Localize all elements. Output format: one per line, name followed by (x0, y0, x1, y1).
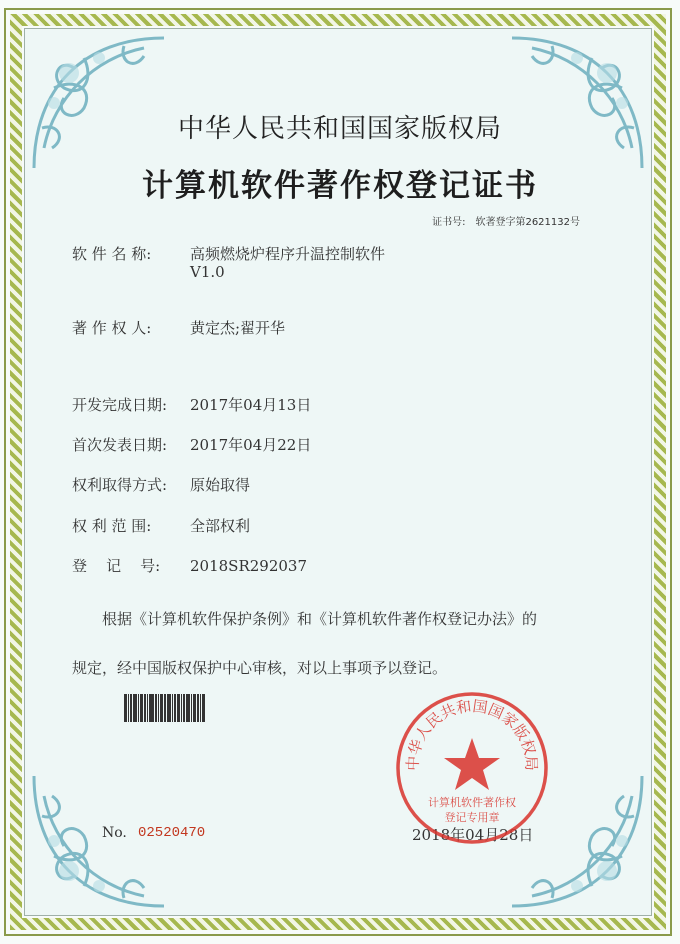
corner-ornament-top-right (502, 28, 652, 178)
field-value: 2018SR292037 (190, 557, 308, 575)
field-value: 全部权利 (190, 517, 251, 535)
barcode (124, 694, 216, 722)
serial-number-label: No. (102, 825, 127, 841)
field-value: 高频燃烧炉程序升温控制软件 (190, 245, 386, 263)
field-value: 黄定杰;翟开华 (190, 319, 286, 337)
field-label: 登 记 号: (72, 557, 161, 575)
field-publication-date (72, 434, 311, 455)
field-value: 原始取得 (190, 476, 251, 494)
field-software-name (72, 243, 385, 264)
issuing-agency: 中华人民共和国国家版权局 (177, 114, 502, 144)
registration-statement (72, 595, 612, 693)
certificate-number (432, 213, 580, 228)
corner-ornament-top-left (24, 28, 174, 178)
seal-line-1: 计算机软件著作权 (428, 796, 516, 809)
field-label: 权利取得方式: (72, 476, 168, 494)
field-value: 2017年04月22日 (190, 436, 312, 454)
field-value-version: V1.0 (190, 263, 225, 281)
field-copyright-owner (72, 317, 285, 338)
field-label: 著 作 权 人: (72, 319, 152, 337)
field-value: 2017年04月13日 (190, 396, 312, 414)
field-rights-scope (72, 515, 250, 536)
field-completion-date (72, 394, 311, 415)
issue-date: 2018年04月28日 (412, 826, 534, 844)
corner-ornament-bottom-left (24, 766, 174, 916)
official-seal (394, 690, 550, 846)
field-label: 权 利 范 围: (72, 517, 152, 535)
seal-line-2: 登记专用章 (444, 811, 500, 824)
serial-number-value: 02520470 (138, 825, 206, 841)
field-acquisition-method (72, 474, 250, 495)
field-label: 首次发表日期: (72, 436, 168, 454)
field-registration-number (72, 555, 307, 576)
field-label: 开发完成日期: (72, 396, 168, 414)
statement-line-1: 根据《计算机软件保护条例》和《计算机软件著作权登记办法》的 (102, 610, 538, 628)
certificate-title: 计算机软件著作权登记证书 (142, 168, 538, 204)
star-icon (444, 738, 500, 790)
certificate-number-value: 软著登字第2621132号 (475, 217, 580, 228)
certificate-number-label: 证书号: (432, 217, 466, 228)
field-label: 软 件 名 称: (72, 245, 152, 263)
field-software-version (190, 263, 225, 281)
statement-line-2: 规定，经中国版权保护中心审核，对以上事项予以登记。 (72, 659, 448, 677)
seal-ring-text: 中华人民共和国国家版权局 (403, 697, 541, 772)
